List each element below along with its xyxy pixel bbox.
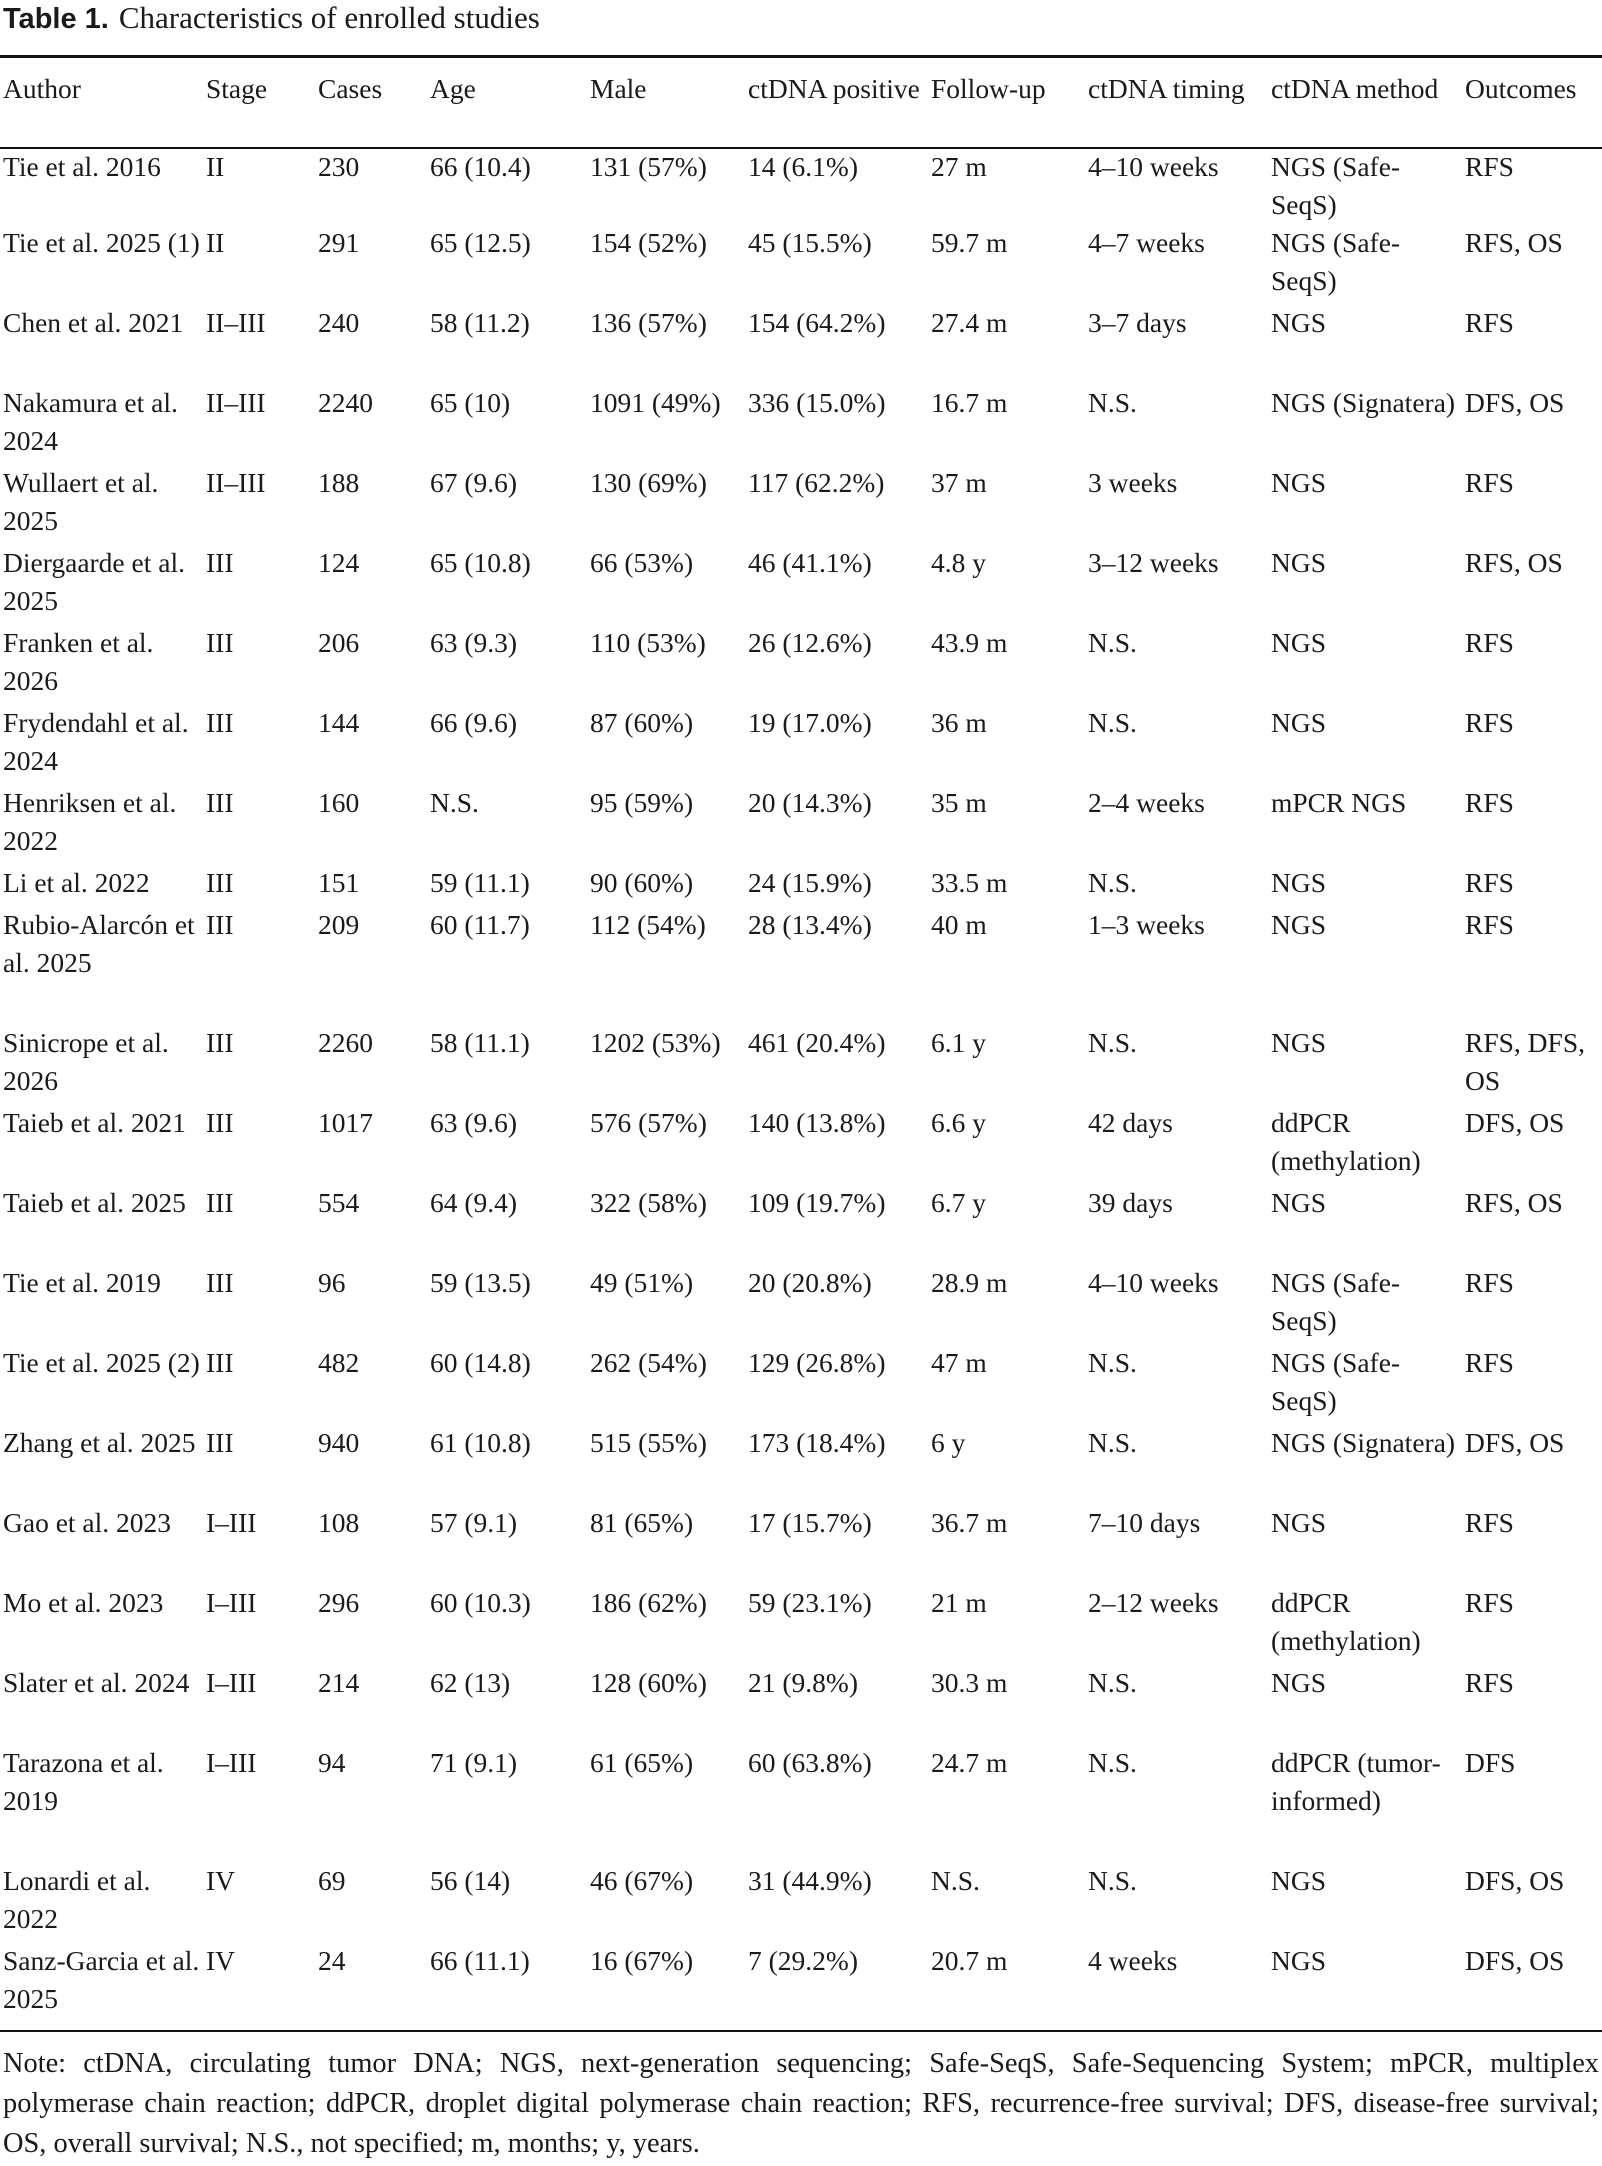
cell-stage: III [206,1427,234,1458]
cell-ctdna-method: NGS [1271,1187,1327,1218]
cell-ctdna-timing: 4–7 weeks [1088,227,1205,258]
cell-outcomes: RFS [1465,707,1514,738]
cell-ctdna-positive: 109 (19.7%) [748,1187,886,1218]
table-row [0,784,1602,864]
cell-age: 65 (12.5) [430,227,531,258]
cell-stage: III [206,1027,234,1058]
cell-author: Wullaert et al. 2025 [3,467,159,536]
cell-age: 58 (11.2) [430,307,530,338]
cell-ctdna-timing: N.S. [1088,1865,1137,1896]
cell-ctdna-method: NGS (Safe-SeqS) [1271,1347,1401,1416]
cell-age: 66 (9.6) [430,707,518,738]
cell-follow-up: 35 m [931,787,987,818]
cell-follow-up: N.S. [931,1865,980,1896]
cell-outcomes: RFS, DFS, OS [1465,1027,1586,1096]
cell-follow-up: 40 m [931,909,987,940]
cell-stage: III [206,867,234,898]
table-row [0,906,1602,1024]
cell-outcomes: RFS [1465,909,1514,940]
cell-follow-up: 36.7 m [931,1507,1008,1538]
cell-follow-up: 27.4 m [931,307,1008,338]
cell-follow-up: 33.5 m [931,867,1008,898]
cell-follow-up: 4.8 y [931,547,986,578]
cell-cases: 206 [318,627,360,658]
cell-male: 262 (54%) [590,1347,707,1378]
cell-cases: 2240 [318,387,373,418]
cell-ctdna-timing: 4–10 weeks [1088,1267,1219,1298]
cell-stage: III [206,1347,234,1378]
cell-age: 56 (14) [430,1865,511,1896]
cell-outcomes: DFS, OS [1465,1945,1565,1976]
cell-ctdna-positive: 336 (15.0%) [748,387,886,418]
cell-cases: 940 [318,1427,360,1458]
table-row [0,1942,1602,2022]
cell-author: Sanz-Garcia et al. 2025 [3,1945,200,2014]
cell-stage: I–III [206,1587,257,1618]
cell-cases: 240 [318,307,360,338]
cell-outcomes: RFS [1465,1347,1514,1378]
cell-outcomes: RFS [1465,1587,1514,1618]
cell-male: 128 (60%) [590,1667,707,1698]
cell-ctdna-method: NGS [1271,307,1327,338]
cell-follow-up: 37 m [931,467,987,498]
column-header-follow-up: Follow-up [931,73,1046,104]
cell-stage: IV [206,1945,236,1976]
cell-author: Tie et al. 2019 [3,1267,161,1298]
cell-ctdna-timing: 3–12 weeks [1088,547,1219,578]
cell-ctdna-timing: N.S. [1088,627,1137,658]
cell-author: Lonardi et al. 2022 [3,1865,151,1934]
cell-male: 49 (51%) [590,1267,694,1298]
cell-cases: 296 [318,1587,360,1618]
cell-male: 154 (52%) [590,227,707,258]
cell-stage: II–III [206,307,266,338]
cell-follow-up: 43.9 m [931,627,1008,658]
cell-cases: 230 [318,151,360,182]
cell-outcomes: RFS, OS [1465,227,1563,258]
table-bottom-rule [0,2030,1602,2032]
cell-ctdna-method: ddPCR (methylation) [1271,1587,1421,1656]
cell-stage: III [206,627,234,658]
cell-author: Nakamura et al. 2024 [3,387,178,456]
cell-ctdna-method: NGS (Signatera) [1271,1427,1456,1458]
cell-ctdna-positive: 21 (9.8%) [748,1667,858,1698]
cell-ctdna-positive: 117 (62.2%) [748,467,885,498]
cell-author: Franken et al. 2026 [3,627,154,696]
cell-ctdna-timing: 3–7 days [1088,307,1187,338]
cell-ctdna-timing: 39 days [1088,1187,1173,1218]
cell-stage: I–III [206,1747,257,1778]
column-header-ctdna-positive: ctDNA positive [748,73,920,104]
cell-stage: II [206,227,225,258]
cell-ctdna-method: NGS (Safe-SeqS) [1271,1267,1401,1336]
cell-male: 16 (67%) [590,1945,694,1976]
cell-ctdna-timing: N.S. [1088,1027,1137,1058]
cell-ctdna-positive: 45 (15.5%) [748,227,872,258]
cell-author: Sinicrope et al. 2026 [3,1027,169,1096]
cell-outcomes: DFS, OS [1465,1107,1565,1138]
cell-age: 57 (9.1) [430,1507,518,1538]
cell-cases: 69 [318,1865,346,1896]
cell-cases: 108 [318,1507,360,1538]
cell-ctdna-timing: 2–4 weeks [1088,787,1205,818]
table-row [0,384,1602,464]
cell-cases: 24 [318,1945,346,1976]
cell-stage: III [206,1107,234,1138]
cell-ctdna-timing: N.S. [1088,707,1137,738]
cell-outcomes: DFS, OS [1465,387,1565,418]
table-row [0,1664,1602,1744]
cell-author: Tie et al. 2025 (1) [3,227,200,258]
cell-stage: II–III [206,467,266,498]
cell-author: Taieb et al. 2025 [3,1187,186,1218]
cell-ctdna-timing: N.S. [1088,1427,1137,1458]
cell-author: Henriksen et al. 2022 [3,787,177,856]
column-header-author: Author [3,73,81,104]
cell-age: 65 (10) [430,387,511,418]
cell-ctdna-positive: 46 (41.1%) [748,547,872,578]
cell-age: 63 (9.3) [430,627,518,658]
cell-ctdna-timing: 2–12 weeks [1088,1587,1219,1618]
cell-cases: 1017 [318,1107,373,1138]
column-header-outcomes: Outcomes [1465,73,1577,104]
cell-cases: 214 [318,1667,360,1698]
table-row [0,864,1602,906]
cell-ctdna-method: ddPCR (tumor-informed) [1271,1747,1441,1816]
cell-outcomes: DFS, OS [1465,1865,1565,1896]
cell-cases: 188 [318,467,360,498]
cell-author: Chen et al. 2021 [3,307,184,338]
cell-ctdna-positive: 59 (23.1%) [748,1587,872,1618]
cell-follow-up: 47 m [931,1347,987,1378]
cell-male: 87 (60%) [590,707,694,738]
cell-follow-up: 6 y [931,1427,966,1458]
table-row [0,1104,1602,1184]
cell-ctdna-positive: 26 (12.6%) [748,627,872,658]
cell-age: 60 (14.8) [430,1347,531,1378]
cell-age: 60 (11.7) [430,909,530,940]
cell-stage: II–III [206,387,266,418]
table-row [0,464,1602,544]
cell-male: 1091 (49%) [590,387,721,418]
cell-ctdna-method: NGS [1271,867,1327,898]
cell-ctdna-method: mPCR NGS [1271,787,1407,818]
cell-stage: III [206,707,234,738]
cell-ctdna-timing: N.S. [1088,1747,1137,1778]
cell-ctdna-timing: 7–10 days [1088,1507,1201,1538]
cell-cases: 144 [318,707,360,738]
cell-age: 71 (9.1) [430,1747,518,1778]
cell-stage: I–III [206,1667,257,1698]
cell-age: 64 (9.4) [430,1187,518,1218]
cell-author: Slater et al. 2024 [3,1667,190,1698]
cell-follow-up: 21 m [931,1587,987,1618]
cell-age: 65 (10.8) [430,547,531,578]
cell-ctdna-positive: 17 (15.7%) [748,1507,872,1538]
cell-ctdna-method: NGS [1271,627,1327,658]
cell-ctdna-positive: 24 (15.9%) [748,867,872,898]
table-row [0,1504,1602,1584]
cell-ctdna-method: NGS [1271,1507,1327,1538]
cell-stage: III [206,787,234,818]
cell-male: 515 (55%) [590,1427,707,1458]
table-row [0,1184,1602,1264]
cell-age: 58 (11.1) [430,1027,530,1058]
cell-ctdna-positive: 154 (64.2%) [748,307,886,338]
table-row [0,1862,1602,1942]
cell-follow-up: 28.9 m [931,1267,1008,1298]
table-row [0,1344,1602,1424]
cell-ctdna-timing: N.S. [1088,1347,1137,1378]
cell-male: 322 (58%) [590,1187,707,1218]
table-top-rule [0,55,1602,58]
cell-ctdna-positive: 140 (13.8%) [748,1107,886,1138]
cell-male: 81 (65%) [590,1507,694,1538]
cell-male: 110 (53%) [590,627,706,658]
cell-ctdna-positive: 129 (26.8%) [748,1347,886,1378]
cell-cases: 94 [318,1747,346,1778]
cell-ctdna-method: NGS [1271,547,1327,578]
table-row [0,544,1602,624]
column-header-ctdna-method: ctDNA method [1271,73,1439,104]
cell-follow-up: 20.7 m [931,1945,1008,1976]
cell-ctdna-method: ddPCR (methylation) [1271,1107,1421,1176]
cell-male: 66 (53%) [590,547,694,578]
table-row [0,704,1602,784]
cell-male: 112 (54%) [590,909,706,940]
cell-follow-up: 16.7 m [931,387,1008,418]
cell-age: 59 (13.5) [430,1267,531,1298]
cell-outcomes: RFS [1465,627,1514,658]
cell-outcomes: DFS, OS [1465,1427,1565,1458]
table-row [0,1024,1602,1104]
cell-ctdna-positive: 173 (18.4%) [748,1427,886,1458]
cell-author: Tie et al. 2025 (2) [3,1347,200,1378]
cell-follow-up: 6.6 y [931,1107,986,1138]
cell-cases: 160 [318,787,360,818]
cell-outcomes: RFS, OS [1465,547,1563,578]
column-header-age: Age [430,73,476,104]
cell-author: Frydendahl et al. 2024 [3,707,189,776]
cell-ctdna-positive: 20 (14.3%) [748,787,872,818]
cell-ctdna-method: NGS [1271,909,1327,940]
cell-follow-up: 27 m [931,151,987,182]
cell-age: N.S. [430,787,479,818]
cell-cases: 2260 [318,1027,373,1058]
cell-ctdna-method: NGS (Signatera) [1271,387,1456,418]
cell-age: 61 (10.8) [430,1427,531,1458]
cell-ctdna-positive: 20 (20.8%) [748,1267,872,1298]
cell-author: Zhang et al. 2025 [3,1427,196,1458]
cell-male: 95 (59%) [590,787,694,818]
cell-ctdna-positive: 28 (13.4%) [748,909,872,940]
table-body [0,142,1602,2022]
cell-male: 46 (67%) [590,1865,694,1896]
cell-cases: 554 [318,1187,360,1218]
column-header-cases: Cases [318,73,383,104]
cell-ctdna-method: NGS (Safe-SeqS) [1271,227,1401,296]
cell-cases: 96 [318,1267,346,1298]
table-caption-label: Table 1. [3,3,109,35]
cell-stage: III [206,547,234,578]
cell-stage: IV [206,1865,236,1896]
cell-cases: 151 [318,867,360,898]
table-row [0,624,1602,704]
cell-outcomes: RFS [1465,1267,1514,1298]
cell-ctdna-positive: 14 (6.1%) [748,151,858,182]
cell-stage: II [206,151,225,182]
cell-age: 59 (11.1) [430,867,530,898]
cell-author: Li et al. 2022 [3,867,150,898]
cell-ctdna-positive: 31 (44.9%) [748,1865,872,1896]
cell-age: 66 (10.4) [430,151,531,182]
cell-cases: 209 [318,909,360,940]
cell-male: 131 (57%) [590,151,707,182]
cell-ctdna-timing: 4 weeks [1088,1945,1178,1976]
cell-stage: III [206,909,234,940]
cell-outcomes: DFS [1465,1747,1516,1778]
cell-ctdna-timing: 1–3 weeks [1088,909,1205,940]
table-row [0,304,1602,384]
cell-ctdna-positive: 19 (17.0%) [748,707,872,738]
cell-author: Tarazona et al. 2019 [3,1747,164,1816]
studies-table [0,70,1602,2022]
table-row [0,1424,1602,1504]
table-caption-text: Characteristics of enrolled studies [118,0,540,35]
cell-age: 63 (9.6) [430,1107,518,1138]
cell-ctdna-timing: 3 weeks [1088,467,1178,498]
cell-stage: III [206,1267,234,1298]
cell-age: 60 (10.3) [430,1587,531,1618]
cell-outcomes: RFS [1465,1667,1514,1698]
cell-outcomes: RFS [1465,867,1514,898]
table-row [0,1584,1602,1664]
table-row [0,1744,1602,1862]
cell-author: Rubio-Alarcón et al. 2025 [3,909,195,978]
cell-follow-up: 59.7 m [931,227,1008,258]
cell-ctdna-method: NGS [1271,1027,1327,1058]
cell-stage: I–III [206,1507,257,1538]
table-row [0,224,1602,304]
header-row [0,70,1602,142]
cell-author: Diergaarde et al. 2025 [3,547,185,616]
cell-author: Mo et al. 2023 [3,1587,164,1618]
cell-male: 136 (57%) [590,307,707,338]
cell-author: Gao et al. 2023 [3,1507,172,1538]
cell-stage: III [206,1187,234,1218]
cell-ctdna-timing: 4–10 weeks [1088,151,1219,182]
cell-outcomes: RFS [1465,151,1514,182]
cell-cases: 291 [318,227,360,258]
cell-ctdna-method: NGS (Safe-SeqS) [1271,151,1401,220]
cell-outcomes: RFS, OS [1465,1187,1563,1218]
cell-male: 61 (65%) [590,1747,694,1778]
cell-male: 90 (60%) [590,867,694,898]
cell-ctdna-method: NGS [1271,1865,1327,1896]
cell-ctdna-timing: N.S. [1088,1667,1137,1698]
cell-ctdna-timing: N.S. [1088,867,1137,898]
cell-outcomes: RFS [1465,1507,1514,1538]
table-caption [3,0,540,40]
cell-outcomes: RFS [1465,787,1514,818]
cell-follow-up: 36 m [931,707,987,738]
table-row [0,142,1602,224]
cell-outcomes: RFS [1465,307,1514,338]
column-header-ctdna-timing: ctDNA timing [1088,73,1245,104]
cell-male: 576 (57%) [590,1107,707,1138]
cell-cases: 482 [318,1347,360,1378]
cell-ctdna-method: NGS [1271,707,1327,738]
cell-ctdna-positive: 461 (20.4%) [748,1027,886,1058]
cell-follow-up: 6.7 y [931,1187,986,1218]
cell-follow-up: 30.3 m [931,1667,1008,1698]
cell-ctdna-timing: N.S. [1088,387,1137,418]
cell-ctdna-method: NGS [1271,467,1327,498]
cell-age: 62 (13) [430,1667,511,1698]
cell-outcomes: RFS [1465,467,1514,498]
cell-author: Tie et al. 2016 [3,151,161,182]
cell-ctdna-positive: 60 (63.8%) [748,1747,872,1778]
cell-age: 67 (9.6) [430,467,518,498]
table-header [0,70,1602,142]
cell-follow-up: 24.7 m [931,1747,1008,1778]
column-header-stage: Stage [206,73,268,104]
cell-follow-up: 6.1 y [931,1027,986,1058]
cell-ctdna-timing: 42 days [1088,1107,1173,1138]
cell-ctdna-positive: 7 (29.2%) [748,1945,858,1976]
cell-ctdna-method: NGS [1271,1667,1327,1698]
table-note: Note: ctDNA, circulating tumor DNA; NGS, next-generation sequencing; Safe-SeqS, Safe-Sequencing System; mPCR, multiplex polymerase chain reaction; ddPCR, droplet digital polymerase chain reaction; RFS, recurrence-free survival; DFS, disease-free survival; OS, overall survival; N.S., not specified; m, months; y, years. [3,2048,1599,2159]
cell-male: 1202 (53%) [590,1027,721,1058]
cell-male: 130 (69%) [590,467,707,498]
cell-cases: 124 [318,547,360,578]
cell-ctdna-method: NGS [1271,1945,1327,1976]
column-header-male: Male [590,73,647,104]
cell-author: Taieb et al. 2021 [3,1107,186,1138]
cell-age: 66 (11.1) [430,1945,530,1976]
table-row [0,1264,1602,1344]
cell-male: 186 (62%) [590,1587,707,1618]
